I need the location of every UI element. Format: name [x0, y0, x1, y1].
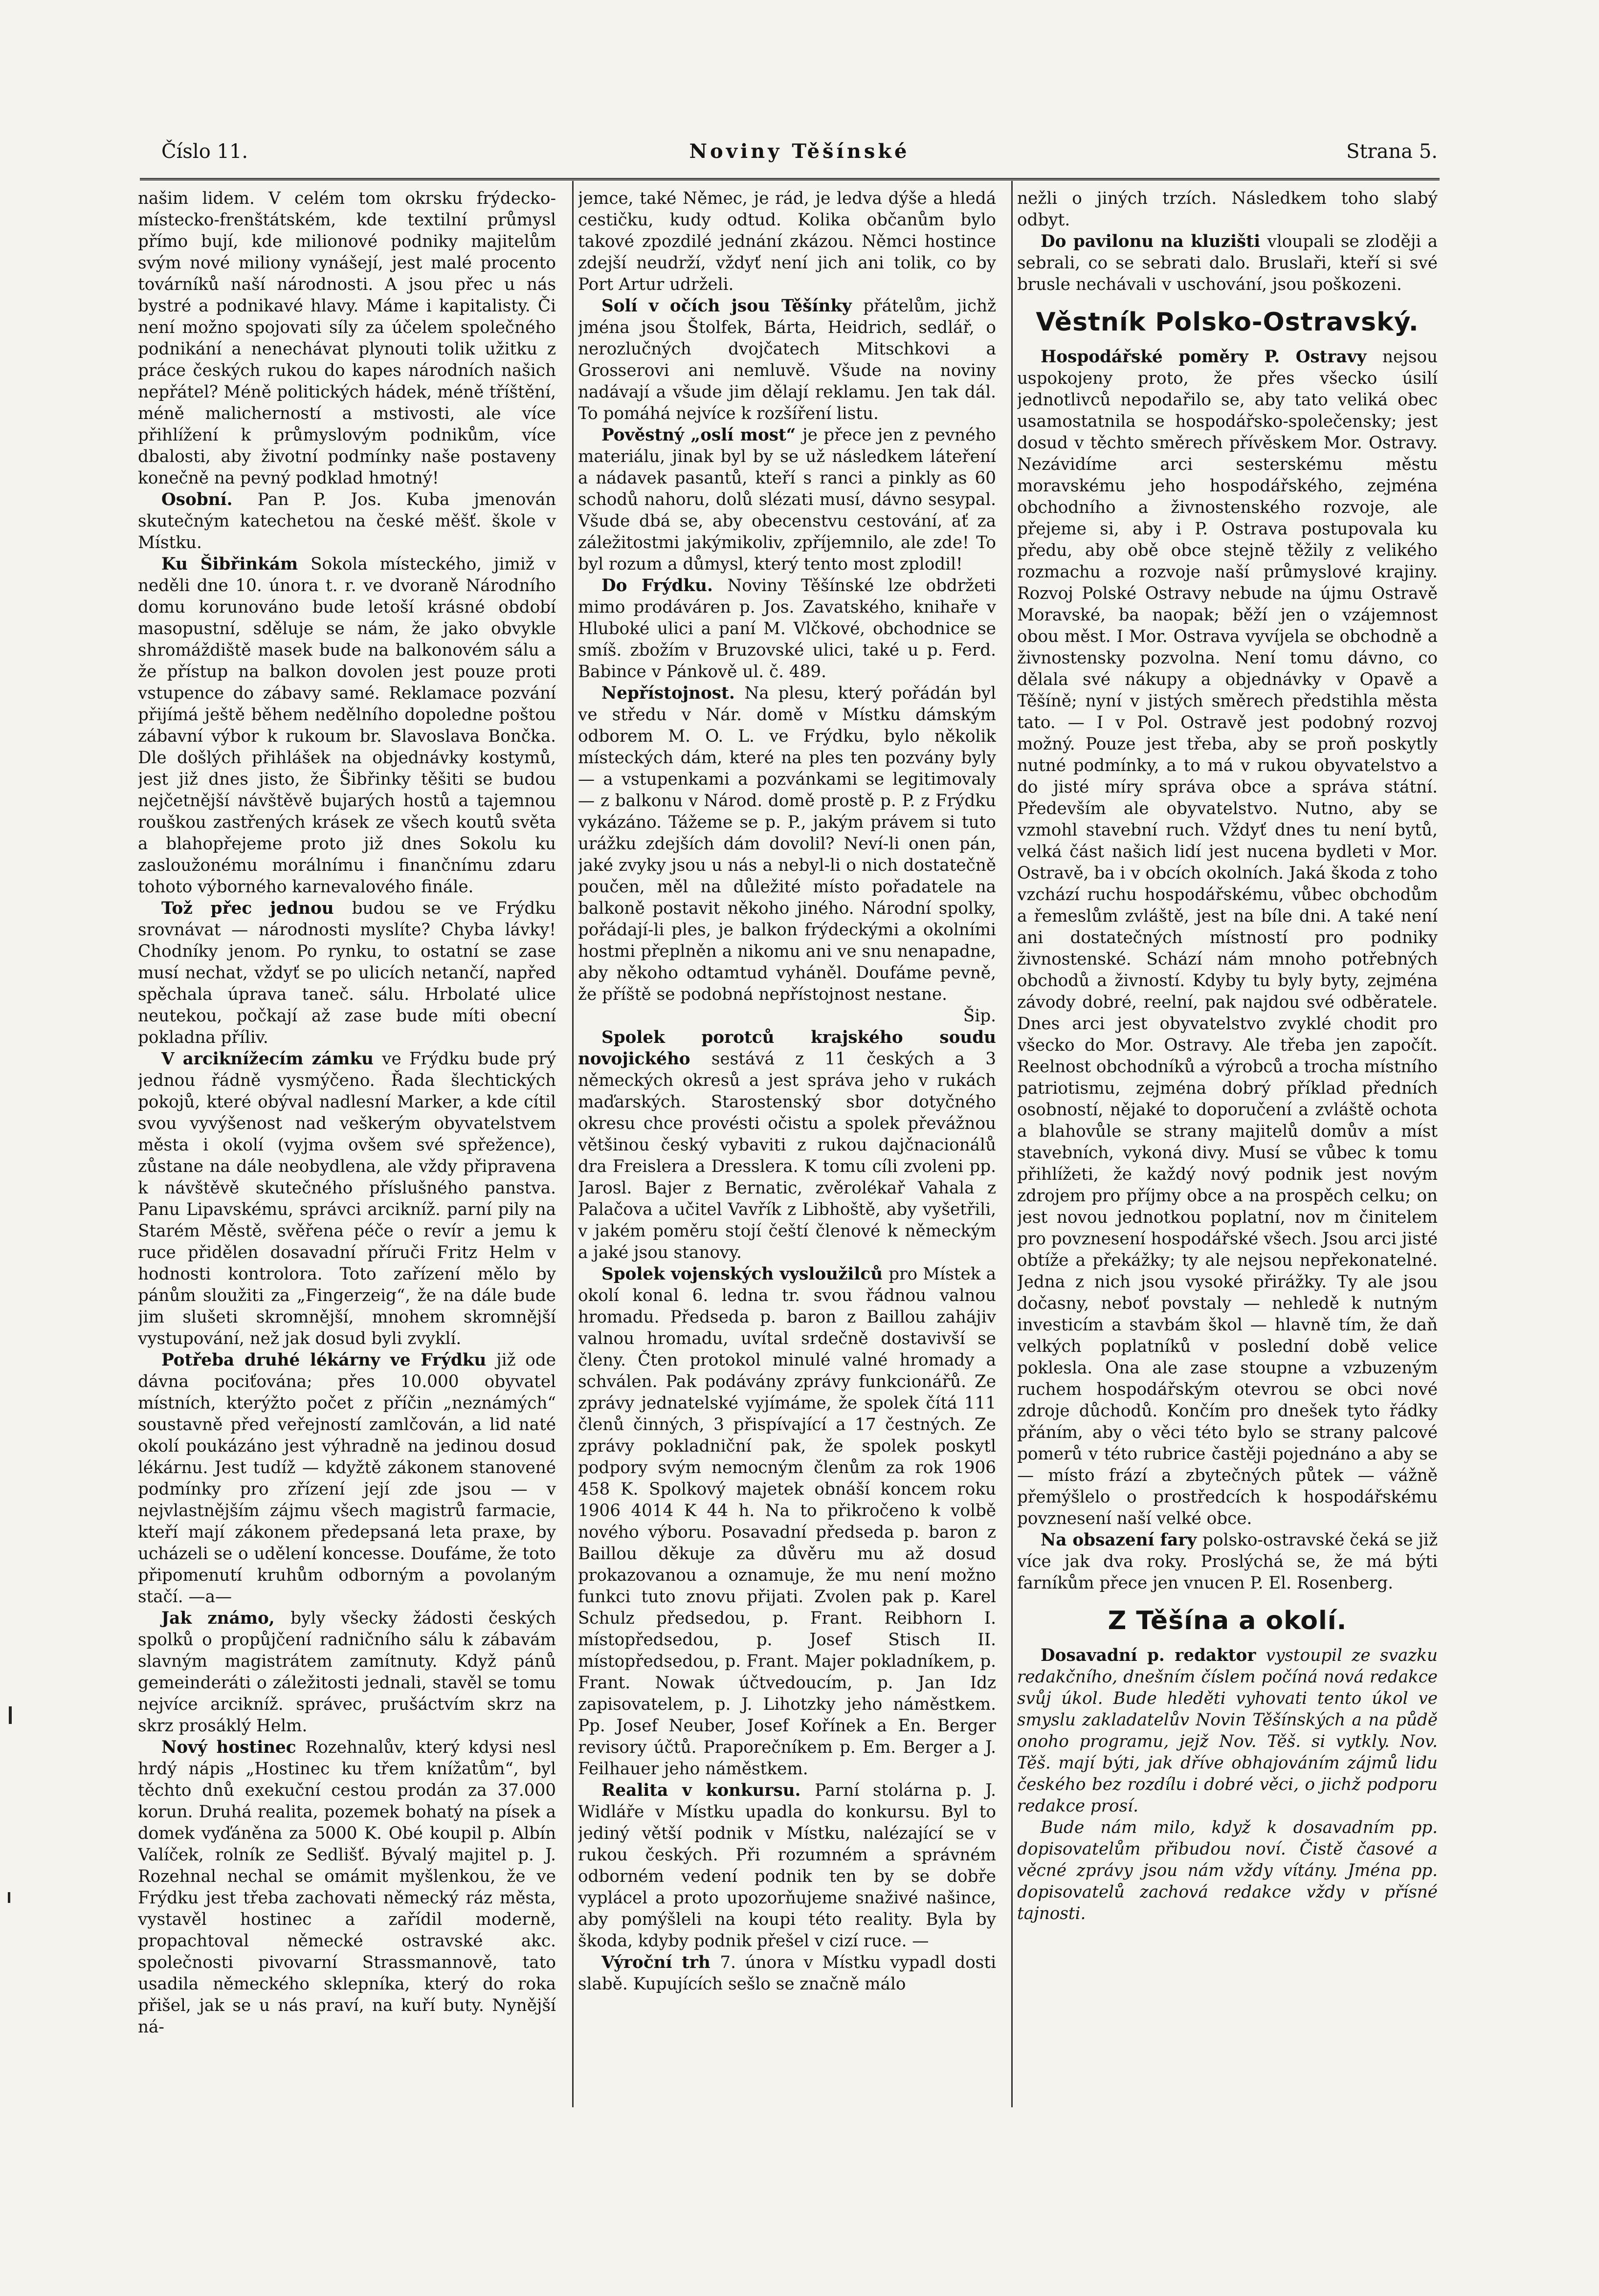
- scan-edge-mark: [9, 1706, 12, 1724]
- article-paragraph: [578, 575, 996, 683]
- article-text: našim lidem. V celém tom okrsku frýdecko-místecko-frenštátském, kde textilní průmysl přímo bují, kde milionové podniky majitelům svým nové miliony vynášejí, jest malé procento továrníků naší národnosti. A jsou přec u nás bystré a podnikavé hlavy. Máme i kapitalisty. Či není možno spojovati síly za účelem společného podnikání a nenechávat plynouti tolik užitku z práce českých rukou do kapes národních našich nepřátel? Méně politických hádek, méně tříštění, méně malicherností a mstivosti, ale více přihlížení k průmyslovým podnikům, více dbalosti, aby životní podmínky naše postaveny konečně na pevný podklad hmotný!: [138, 189, 556, 488]
- article-text: Bude nám milo, když k dosavadním pp. dopisovatelům přibudou noví. Čistě časové a věcné zprávy jsou nám vždy vítány. Jména pp. dopisovatelů zachová redakce vždy v přísné tajnosti.: [1017, 1818, 1438, 1923]
- issue-number: Číslo 11.: [161, 140, 248, 163]
- article-paragraph: [1017, 1645, 1438, 1817]
- article-text: nejsou uspokojeny proto, že přes všecko úsilí jednotlivců nepodařilo se, aby tato veliká obec usamostatnila se hospodářsko-společensky; jest dosud v těchto směrech přívěskem Mor. Ostravy. Nezávidíme arci sesterskému městu moravskému jeho hospodářského, zejména obchodního a živnostenského rozvoje, ale přejeme si, aby i P. Ostrava postupovala ku předu, aby obě obce stejně těžily z velikého rozmachu a rozvoje naší průmyslové krajiny. Rozvoj Polské Ostravy nebude na újmu Ostravě Moravské, ba naopak; běží jen o vzájemnost obou měst. I Mor. Ostrava vyvíjela se obchodně a živnostensky pozvolna. Není tomu dávno, co dělala své nákupy a objednávky v Opavě a Těšíně; nyní v jistých směrech předstihla města tato. — I v Pol. Ostravě jest podobný rozvoj možný. Pouze jest třeba, aby se proň poskytly nutné podmínky, a to má v rukou obyvatelstvo a do jisté míry správa obce a správa státní. Především ale obyvatelstvo. Nutno, aby se vzmohl stavební ruch. Vždyť dnes tu není bytů, velká část našich lidí jest nucena bydleti v Mor. Ostravě, ba i v obcích okolních. Jaká škoda z toho vzchází ruchu hospodářskému, vůbec obchodům a řemeslům zvláště, jest na bíle dni. A také není ani dostatečných místností pro podniky živnostenské. Schází nám mnoho potřebných obchodů a živností. Kdyby tu byly byty, zejména závody dobré, reelní, pak najdou své odběratele. Dnes arci jest obyvatelstvo zvyklé chodit pro všecko do Mor. Ostravy. Ale třeba jen započít. Reelnost obchodníků a výrobců a trocha místního patriotismu, zejména dobrý příklad předních osobností, nějaké to doporučení a zvláště ochota a blahovůle se strany majitelů domův a míst stavebních, vykoná divy. Musí se vůbec k tomu přihlížeti, že každý nový podnik jest novým zdrojem pro příjmy obce a na prospěch celku; on jest novou jednotkou poplatní, nov m činitelem pro povznesení hospodářské všech. Jsou arci jisté obtíže a překážky; ty ale nejsou nepřekonatelné. Jedna z nich jsou vysoké přirážky. Ty ale jsou dočasny, neboť povstaly — nehledě k nutným investicím a stavbám škol — hlavně tím, že daň velkých poplatníků v poslední době velice poklesla. Ona ale zase stoupne a vzbuzeným ruchem hospodářským otevrou se obci nové zdroje důchodů. Končím pro dnešek tyto řádky přáním, aby o věci této bylo se strany palcové pomerů v této rubrice častěji pojednáno a aby se — místo frází a zbytečných půtek — vážně přemýšlelo o prostředcích k hospodářskému povznesení naší velké obce.: [1017, 347, 1438, 1528]
- article-text: Parní stolárna p. J. Widláře v Místku upadla do konkursu. Byl to jediný větší podnik v Místku, nalézající se v rukou českých. Při rozumném a správném odborném vedení podnik ten by se dobře vyplácel a proto upozorňujeme snaživé našince, aby pomýšleli na koupi této reality. Byla by škoda, kdyby podnik přešel v cizí ruce. —: [578, 1781, 996, 1951]
- article-headline: Spolek vojenských vysloužilců: [601, 1264, 889, 1284]
- column-2: [578, 188, 996, 2109]
- article-paragraph: [578, 424, 996, 575]
- article-headline: Dosavadní p. redaktor: [1041, 1646, 1266, 1665]
- article-text: budou se ve Frýdku srovnávat — národnosti myslíte? Chyba lávky! Chodníky jenom. Po rynku, to ostatní se zase musí nechat, vždyť se po ulicích netančí, napřed spěchala úprava taneč. sálu. Hrbolaté ulice neutekou, počkají až zase bude míti obecní pokladna příliv.: [138, 899, 556, 1047]
- article-headline: Jak známo,: [161, 1609, 291, 1628]
- article-paragraph: [578, 1027, 996, 1263]
- article-text: 7. února v Místku vypadl dosti slabě. Kupujících sešlo se značně málo: [578, 1953, 996, 1994]
- newspaper-title: Noviny Těšínské: [689, 140, 910, 163]
- article-headline: Do pavilonu na kluzišti: [1041, 232, 1267, 251]
- article-paragraph: [578, 295, 996, 424]
- article-paragraph: [138, 1349, 556, 1608]
- article-text: je přece jen z pevného materiálu, jinak byl by se už následkem láteření a nádavek pasantů, kteří s ranci a pinkly as 60 schodů nahoru, dolů slézati musí, dávno sesypal. Všude dbá se, aby obecenstvu cestování, ať za záležitostmi jakýmikoliv, zpříjemnilo, ale zde! To byl rozum a důmysl, který tento most zplodil!: [578, 425, 996, 574]
- article-headline: Hospodářské poměry P. Ostravy: [1041, 347, 1382, 367]
- column-1: [138, 188, 556, 2109]
- article-headline: Solí v očích jsou Těšínky: [601, 296, 864, 316]
- article-text: vloupali se zloději a sebrali, co se sebrati dalo. Bruslaři, kteří si své brusle nechávali v uschování, jsou poškozeni.: [1017, 232, 1438, 294]
- article-text: ve Frýdku bude prý jednou řádně vysmýčeno. Řada šlechtických pokojů, které obýval nadlesní Marker, a kde cítil svou vyvýšenost nad veškerým obyvatelstvem města i okolí (vyjma ovšem své spřežence), zůstane na dále neobydlena, ale vždy připravena k návštěvě skutečného příslušného panstva. Panu Lipavskému, správci arcikníž. parní pily na Starém Městě, svěřena péče o revír a jemu k ruce přidělen dosavadní příruči Fritz Helm v hodnosti kontrolora. Toto zařízení mělo by pánům sloužiti za „Fingerzeig“, že na dále bude jim slušeti skromnější, mnohem skromnější vystupování, než jak dosud byli zvyklí.: [138, 1049, 556, 1348]
- article-paragraph: [1017, 1529, 1438, 1594]
- article-headline: Osobní.: [161, 490, 258, 509]
- scan-edge-mark: [8, 1892, 10, 1903]
- article-paragraph: [578, 1952, 996, 1995]
- article-text: již ode dávna pociťována; přes 10.000 obyvatel místních, kterýžto počet z příčin „neznámých“ soustavně před veřejností zamlčován, a lid naté okolí poukázáno jest výhradně na jedinou dosud lékárnu. Jest tudíž — kdyžtě zákonem stanovené podmínky pro zřízení její zde jsou — v nejvlastnějším zájmu všech magistrů farmacie, kteří mají zákonem předepsaná leta praxe, by ucházeli se o udělení koncesse. Doufáme, že toto připomenutí kruhům odborným a povolaným stačí. —a—: [138, 1350, 556, 1607]
- column-divider-1: [572, 181, 574, 2107]
- article-text: pro Místek a okolí konal 6. ledna tr. svou řádnou valnou hromadu. Předseda p. baron z Baillou zahájiv valnou hromadu, uvítal srdečně dostavivší se členy. Čten protokol minulé valné hromady a schválen. Pak podávány zprávy funkcionářů. Ze zprávy jednatelské vyjímáme, že spolek čítá 111 členů činných, 3 přispívající a 17 čestných. Ze zprávy pokladniční pak, že spolek poskytl podpory svým nemocným členům za rok 1906 458 K. Spolkový majetek obnáší koncem roku 1906 4014 K 44 h. Na to přikročeno k volbě nového výboru. Posavadní předseda p. baron z Baillou děkuje za důvěru mu až dosud prokazovanou a oznamuje, že mu není možno funkci tuto znovu přijati. Zvolen pak p. Karel Schulz předsedou, p. Frant. Reibhorn I. místopředsedou, p. Josef Stisch II. místopředsedou, p. Frant. Majer pokladníkem, p. Frant. Nowak účtvedoucím, p. Jan Idz zapisovatelem, p. J. Lihotzky jeho náměstkem. Pp. Josef Neuber, Josef Kořínek a En. Berger revisory účtů. Praporečníkem p. Em. Berger a J. Feilhauer jeho náměstkem.: [578, 1264, 996, 1779]
- article-text: jemce, také Němec, je rád, je ledva dýše a hledá cestičku, kudy odtud. Kolika občanům bylo takové zpozdilé jednání zkázou. Němci hostince zdejší neudrží, vždyť není jich ani tolik, co by Port Artur udrželi.: [578, 189, 996, 294]
- article-text: Noviny Těšínské lze obdržeti mimo prodáváren p. Jos. Zavatského, knihaře v Hluboké ulici a paní M. Vlčkové, obchodnice se smíš. zbožím v Bruzovské ulici, také u p. Ferd. Babince v Pánkově ul. č. 489.: [578, 576, 996, 682]
- article-paragraph: [138, 1048, 556, 1349]
- article-paragraph: [1017, 1817, 1438, 1924]
- article-paragraph: [138, 489, 556, 553]
- article-paragraph: [578, 1780, 996, 1952]
- article-text: sestává z 11 českých a 3 německých okresů a jest správa jeho v rukách maďarských. Starostenský sbor dotyčného okresu chce provésti očistu a spolek převážnou většinou český vybaviti z rukou dajčnacionálů dra Freislera a Dresslera. K tomu cíli zvoleni pp. Jarosl. Bajer z Bernatic, zvěrolékař Vahala z Palačova a učitel Vavřík z Libhoště, aby vyšetřili, v jakém poměru stojí čeští členové k německým a jaké jsou stanovy.: [578, 1049, 996, 1262]
- article-paragraph: [578, 683, 996, 1005]
- article-text: Sokola místeckého, jimiž v neděli dne 10. února t. r. ve dvoraně Národního domu korunováno bude letoší krásné období masopustní, sděluje se nám, že jako obvykle shromáždiště masek bude na balkonovém sálu a že přístup na balkon dovolen jest pouze proti vstupence do zábavy samé. Reklamace pozvání přijímá ještě během nedělního dopoledne poštou zábavní výbor k rukoum br. Slavoslava Bončka. Dle došlých přihlášek na objednávky kostymů, jest již dnes jisto, že Šibřinky těšiti se budou nejčetnější návštěvě bujarých hostů a tajemnou rouškou zastřených krásek ze všech koutů světa a blahopřejeme proto již dnes Sokolu ku zasloužonému morálnímu i finančnímu zdaru tohoto výborného karnevalového finále.: [138, 554, 556, 897]
- section-title: Věstník Polsko-Ostravský.: [1036, 308, 1419, 337]
- article-text: Na plesu, který pořádán byl ve středu v Nár. domě v Místku dámským odborem M. O. L. ve Frýdku, bylo několik místeckých dám, které na ples ten pozvány byly — a vstupenkami a pozvánkami se legitimovaly — z balkonu v Národ. domě prostě p. P. z Frýdku vykázáno. Tážeme se p. P., jakým právem si tuto urážku zdejších dám dovolil? Neví-li onen pán, jaké zvyky jsou u nás a nebyl-li o nich dostatečně poučen, měl na důležité místo pořadatele na balkoně postavit někoho jiného. Národní spolky, pořádají-li ples, je balkon frýdeckými a okolními hostmi přeplněn a nikomu ani ve snu nenapadne, aby někoho odtamtud vyháněl. Doufáme pevně, že příště se podobná nepřístojnost nestane.: [578, 684, 996, 1004]
- article-text: nežli o jiných trzích. Následkem toho slabý odbyt.: [1017, 189, 1438, 230]
- article-headline: Pověstný „oslí most“: [601, 425, 803, 445]
- article-headline: Realita v konkursu.: [601, 1781, 815, 1800]
- article-headline: V arciknížecím zámku: [161, 1049, 382, 1069]
- article-paragraph: [578, 188, 996, 295]
- article-headline: Tož přec jednou: [161, 899, 352, 918]
- article-text: přátelům, jichž jména jsou Štolfek, Bárta, Heidrich, sedlář, o nerozlučných dvojčatech Mitschkovi a Grosserovi ani nemluvě. Všude na noviny nadávají a všude jim dělají reklamu. Jen tak dál. To pomáhá nejvíce k rozšíření listu.: [578, 296, 996, 423]
- article-text: byly všecky žádosti českých spolků o propůjčení radničního sálu k zábavám slavným magistrátem zamítnuty. Když pánů gemeinderáti o záležitosti jednali, stavěl se tomu nejvíce arcikníž. správec, prušáctvím skrz na skrz prosáklý Helm.: [138, 1609, 556, 1736]
- article-signature: Šip.: [963, 1006, 996, 1026]
- header-rule: [140, 178, 1440, 180]
- article-paragraph: [1017, 231, 1438, 295]
- article-headline: Na obsazení fary: [1041, 1530, 1203, 1550]
- article-headline: Ku Šibřinkám: [161, 554, 311, 574]
- article-headline: Potřeba druhé lékárny ve Frýdku: [161, 1350, 497, 1370]
- article-headline: Výroční trh: [601, 1953, 720, 1972]
- article-paragraph: [1017, 188, 1438, 231]
- article-headline: Nový hostinec: [161, 1738, 306, 1757]
- page-number: Strana 5.: [1346, 140, 1438, 163]
- article-paragraph: [578, 1263, 996, 1780]
- article-text: vystoupil ze svazku redakčního, dnešním číslem počíná nová redakce svůj úkol. Bude hleděti vyhovati tento úkol ve smyslu zakladatelův Novin Těšínských a na půdě onoho programu, jejž Nov. Těš. si vytkly. Nov. Těš. mají býti, jak dříve obhajováním zájmů lidu českého bez rozdílu i dobré věci, o jichž podporu redakce prosí.: [1017, 1646, 1438, 1816]
- article-text: Rozehnalův, který kdysi nesl hrdý nápis „Hostinec ku třem knížatům“, byl těchto dnů exekuční cestou prodán za 37.000 korun. Druhá realita, pozemek bohatý na písek a domek vyďáněna za 5000 K. Obé koupil p. Albín Valíček, rolník ze Sedlišť. Bývalý majitel p. J. Rozehnal nechal se omámit myšlenkou, že ve Frýdku jest třeba zachovati německý ráz města, vystavěl hostinec a zařídil moderně, propachtoval německé ostravské akc. společnosti pivovarní Strassmannově, tato usadila německého sklepníka, který do roka přišel, jak se u nás praví, na kuří buty. Nynější ná-: [138, 1738, 556, 2037]
- article-text: polsko-ostravské čeká se již více jak dva roky. Proslýchá se, že má býti farníkům přece jen vnucen P. El. Rosenberg.: [1017, 1530, 1438, 1593]
- article-paragraph: [1017, 346, 1438, 1529]
- article-headline: Do Frýdku.: [601, 576, 728, 596]
- article-paragraph: [138, 1737, 556, 2038]
- page-header: [161, 138, 1438, 165]
- article-paragraph: [138, 898, 556, 1048]
- article-paragraph: [138, 553, 556, 898]
- article-headline: Nepřístojnost.: [601, 684, 745, 703]
- article-paragraph: [138, 1608, 556, 1737]
- article-headline: Spolek porotců krajského soudu novojického: [578, 1028, 996, 1069]
- article-text: Pan P. Jos. Kuba jmenován skutečným katechetou na české měšť. škole v Místku.: [138, 490, 556, 552]
- column-divider-2: [1011, 181, 1013, 2107]
- article-paragraph: [138, 188, 556, 489]
- section-title: Z Těšína a okolí.: [1108, 1606, 1347, 1635]
- column-3: [1017, 188, 1438, 2109]
